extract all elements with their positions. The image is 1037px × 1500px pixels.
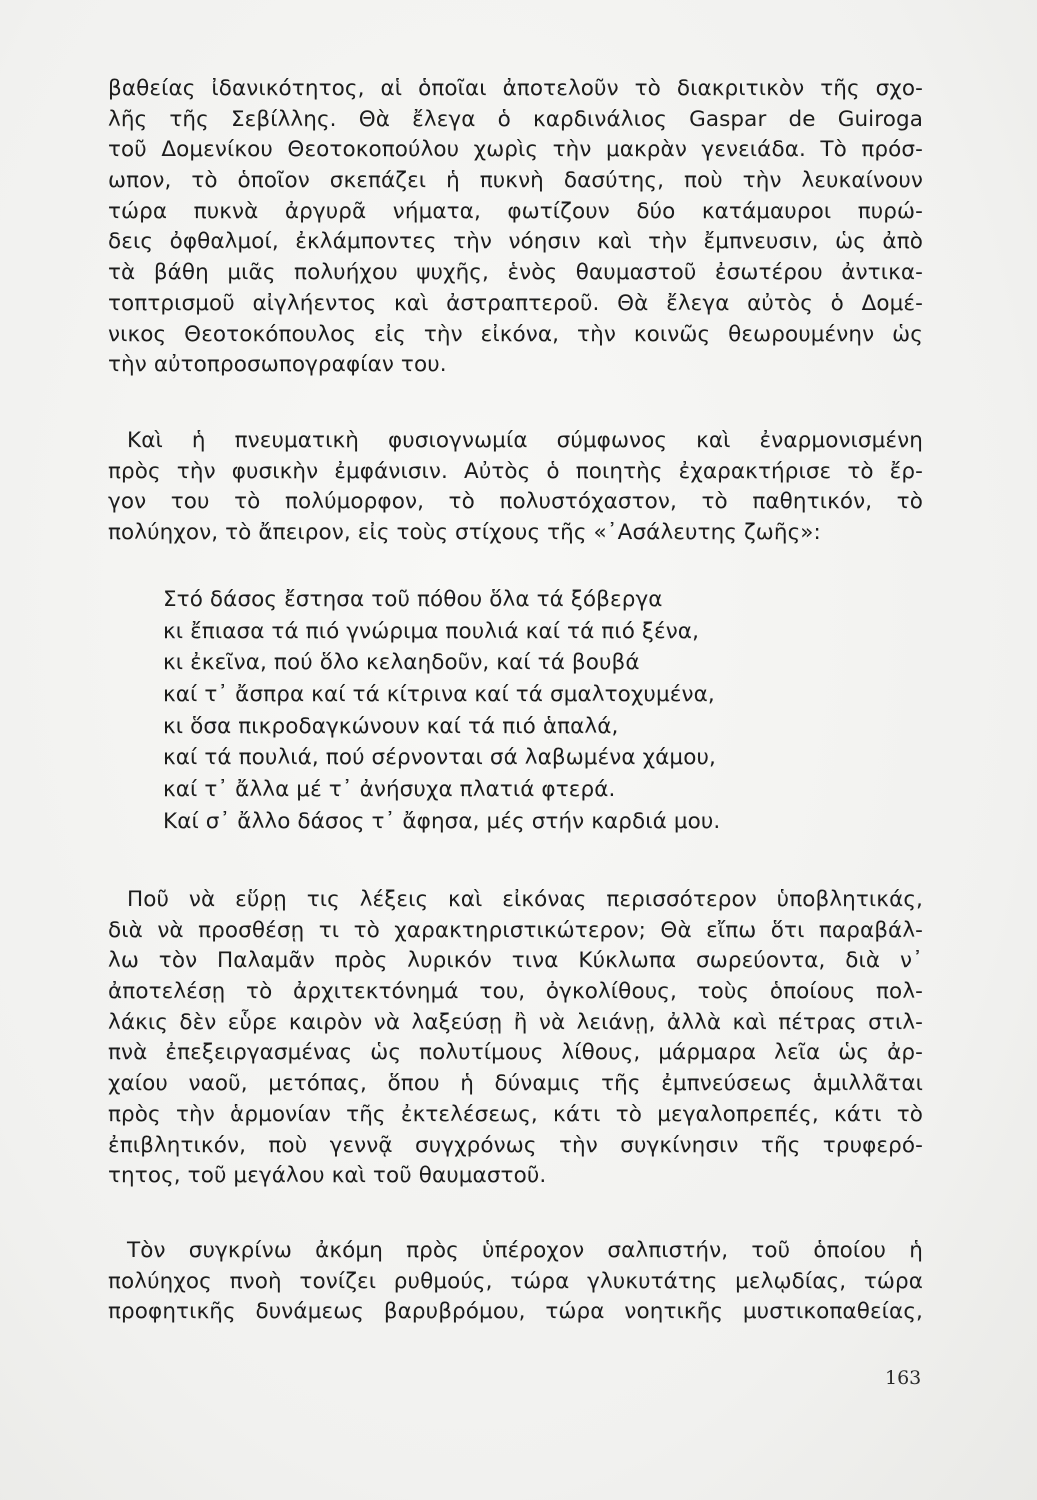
text-line: ωπον, τὸ ὁποῖον σκεπάζει ἡ πυκνὴ δασύτης, ποὺ τὴν λευκαίνουν [108, 168, 923, 194]
text-line: λῆς τῆς Σεβίλλης. Θὰ ἔλεγα ὁ καρδινάλιος Gaspar de Guiroga [108, 106, 923, 132]
poem-verse: Στό δάσος ἔστησα τοῦ πόθου ὅλα τά ξόβεργα [163, 587, 663, 612]
paragraph-2 [108, 426, 923, 549]
poem-verse: κι ὅσα πικροδαγκώνουν καί τά πιό ἁπαλά, [163, 713, 619, 739]
text-line: τοῦ Δομενίκου Θεοτοκοπούλου χωρὶς τὴν μακρὰν γενειάδα. Τὸ πρόσ- [108, 137, 923, 163]
page-number: 163 [885, 1367, 922, 1389]
poem-verse: Καί σ᾿ ἄλλο δάσος τ᾿ ἄφησα, μές στήν καρδιά μου. [163, 808, 721, 834]
text-line: τὴν αὐτοπροσωπογραφίαν του. [108, 352, 447, 378]
text-line: βαθείας ἰδανικότητος, αἱ ὁποῖαι ἀποτελοῦν τὸ διακριτικὸν τῆς σχο- [108, 76, 923, 101]
text-line: τὰ βάθη μιᾶς πολυήχου ψυχῆς, ἑνὸς θαυμαστοῦ ἐσωτέρου ἀντικα- [108, 260, 923, 286]
paragraph-3 [108, 885, 923, 1192]
text-line: πολύηχον, τὸ ἄπειρον, εἰς τοὺς στίχους τῆς «᾿Ασάλευτης ζωῆς»: [108, 520, 821, 546]
text-line: πολύηχος πνοὴ τονίζει ρυθμούς, τώρα γλυκυτάτης μελῳδίας, τώρα [108, 1268, 923, 1294]
text-line: ἐπιβλητικόν, ποὺ γεννᾷ συγχρόνως τὴν συγκίνησιν τῆς τρυφερό- [108, 1132, 923, 1158]
poem-quote [163, 584, 883, 838]
text-line: τοπτρισμοῦ αἰγλήεντος καὶ ἀστραπτεροῦ. Θὰ ἔλεγα αὐτὸς ὁ Δομέ- [108, 290, 923, 316]
paragraph-1 [108, 74, 923, 381]
text-line: προφητικῆς δυνάμεως βαρυβρόμου, τώρα νοητικῆς μυστικοπαθείας, [108, 1299, 923, 1325]
text-line: διὰ νὰ προσθέσῃ τι τὸ χαρακτηριστικώτερον; Θὰ εἴπω ὅτι παραβάλ- [108, 917, 923, 943]
text-line: Τὸν συγκρίνω ἀκόμη πρὸς ὑπέροχον σαλπιστήν, τοῦ ὁποίου ἡ [127, 1238, 923, 1263]
text-line: τητος, τοῦ μεγάλου καὶ τοῦ θαυμαστοῦ. [108, 1163, 547, 1189]
text-line: Ποῦ νὰ εὕρῃ τις λέξεις καὶ εἰκόνας περισσότερον ὑποβλητικάς, [127, 887, 923, 912]
text-line: Καὶ ἡ πνευματικὴ φυσιογνωμία σύμφωνος καὶ ἐναρμονισμένη [127, 428, 923, 453]
text-line: ἀποτελέσῃ τὸ ἀρχιτεκτόνημά του, ὀγκολίθους, τοὺς ὁποίους πολ- [108, 979, 923, 1005]
text-line: τώρα πυκνὰ ἀργυρᾶ νήματα, φωτίζουν δύο κατάμαυροι πυρώ- [108, 198, 923, 224]
text-line: πρὸς τὴν ἁρμονίαν τῆς ἐκτελέσεως, κάτι τὸ μεγαλοπρεπές, κάτι τὸ [108, 1101, 923, 1127]
text-line: γον του τὸ πολύμορφον, τὸ πολυστόχαστον, τὸ παθητικόν, τὸ [108, 489, 923, 515]
poem-verse: κι ἔπιασα τά πιό γνώριμα πουλιά καί τά πιό ξένα, [163, 618, 700, 644]
poem-verse: κι ἐκεῖνα, πού ὅλο κελαηδοῦν, καί τά βουβά [163, 650, 640, 676]
poem-verse: καί τ᾿ ἄλλα μέ τ᾿ ἀνήσυχα πλατιά φτερά. [163, 777, 616, 803]
paragraph-4 [108, 1236, 923, 1328]
text-line: πρὸς τὴν φυσικὴν ἐμφάνισιν. Αὐτὸς ὁ ποιητὴς ἐχαρακτήρισε τὸ ἔρ- [108, 458, 923, 484]
text-line: νικος Θεοτοκόπουλος εἰς τὴν εἰκόνα, τὴν κοινῶς θεωρουμένην ὡς [108, 321, 923, 347]
poem-verse: καί τά πουλιά, πού σέρνονται σά λαβωμένα χάμου, [163, 745, 716, 771]
poem-verse: καί τ᾿ ἄσπρα καί τά κίτρινα καί τά σμαλτοχυμένα, [163, 682, 715, 708]
text-line: λάκις δὲν εὗρε καιρὸν νὰ λαξεύσῃ ἢ νὰ λειάνῃ, ἀλλὰ καὶ πέτρας στιλ- [108, 1009, 923, 1035]
text-line: λω τὸν Παλαμᾶν πρὸς λυρικόν τινα Κύκλωπα σωρεύοντα, διὰ ν᾿ [108, 948, 923, 974]
text-line: δεις ὀφθαλμοί, ἐκλάμποντες τὴν νόησιν καὶ τὴν ἔμπνευσιν, ὡς ἀπὸ [108, 229, 923, 255]
text-line: πνὰ ἐπεξειργασμένας ὡς πολυτίμους λίθους, μάρμαρα λεῖα ὡς ἀρ- [108, 1040, 923, 1066]
text-line: χαίου ναοῦ, μετόπας, ὅπου ἡ δύναμις τῆς ἐμπνεύσεως ἁμιλλᾶται [108, 1071, 923, 1097]
